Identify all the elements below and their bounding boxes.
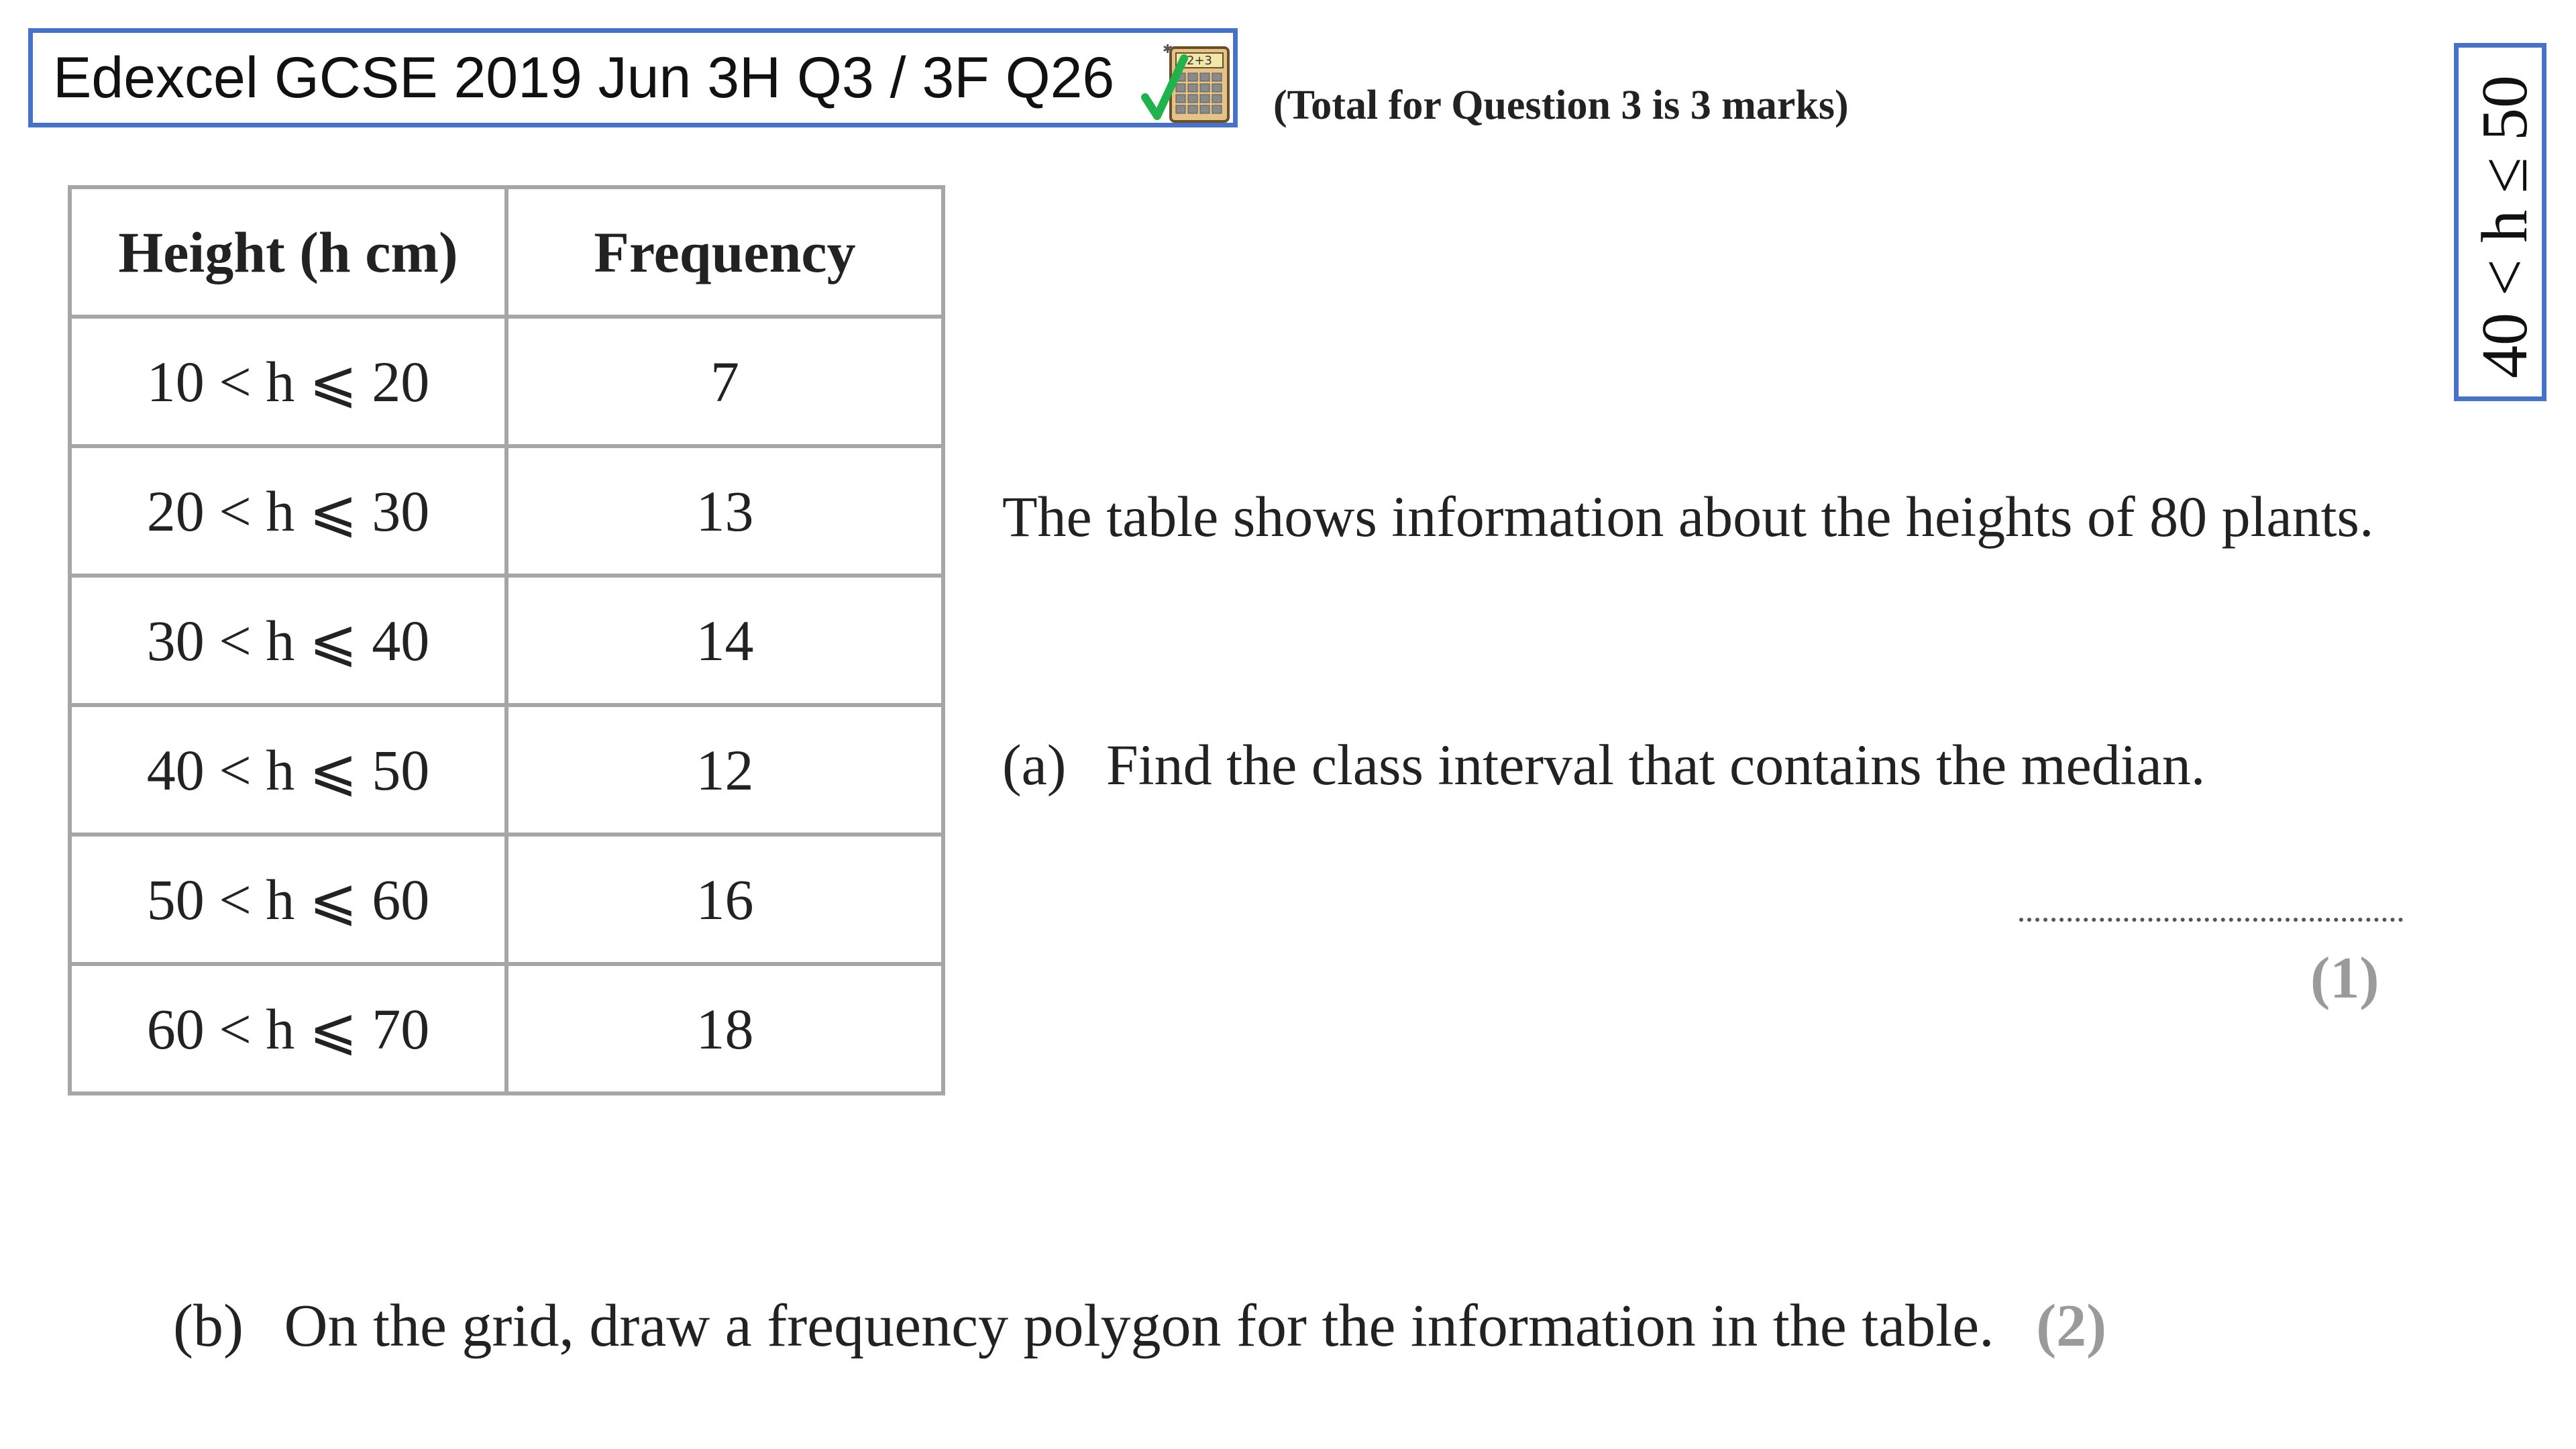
column-header: Frequency (506, 187, 943, 317)
part-b-marks: (2) (2036, 1293, 2107, 1359)
table-header-row (70, 187, 943, 317)
part-a-text: Find the class interval that contains the median. (1106, 733, 2206, 797)
question-title: Edexcel GCSE 2019 Jun 3H Q3 / 3F Q26 (53, 46, 1115, 110)
frequency-cell: 18 (506, 964, 943, 1093)
calculator-badge: 2+3 (1187, 54, 1212, 68)
table-row (70, 576, 943, 705)
part-a (1002, 731, 2205, 798)
frequency-cell: 13 (506, 446, 943, 576)
table-row (70, 835, 943, 964)
frequency-cell: 14 (506, 576, 943, 705)
height-cell: 40 < h ⩽ 50 (70, 705, 506, 835)
frequency-cell: 16 (506, 835, 943, 964)
table-row (70, 446, 943, 576)
part-b-label: (b) (173, 1293, 244, 1359)
table-row (70, 317, 943, 446)
question-intro: The table shows information about the heights of 80 plants. (1002, 484, 2374, 549)
part-a-label: (a) (1002, 733, 1067, 797)
part-a-marks: (1) (2310, 946, 2379, 1011)
height-cell: 50 < h ⩽ 60 (70, 835, 506, 964)
frequency-table (68, 185, 945, 1095)
calculator-allowed-icon (1140, 38, 1232, 125)
height-cell: 30 < h ⩽ 40 (70, 576, 506, 705)
column-header: Height (h cm) (70, 187, 506, 317)
answer-side-box (2454, 43, 2546, 401)
height-cell: 60 < h ⩽ 70 (70, 964, 506, 1093)
frequency-cell: 12 (506, 705, 943, 835)
answer-line[interactable] (2019, 918, 2403, 922)
part-b-text: On the grid, draw a frequency polygon for the information in the table. (284, 1293, 1994, 1359)
total-marks: (Total for Question 3 is 3 marks) (1273, 83, 1849, 128)
height-cell: 20 < h ⩽ 30 (70, 446, 506, 576)
answer-side-text: 40 < h ≤ 50 (2469, 74, 2541, 379)
part-b (173, 1291, 2106, 1360)
table-row (70, 705, 943, 835)
svg-text:✱: ✱ (1163, 42, 1173, 56)
question-title-box (28, 28, 1238, 127)
frequency-cell: 7 (506, 317, 943, 446)
height-cell: 10 < h ⩽ 20 (70, 317, 506, 446)
table-row (70, 964, 943, 1093)
